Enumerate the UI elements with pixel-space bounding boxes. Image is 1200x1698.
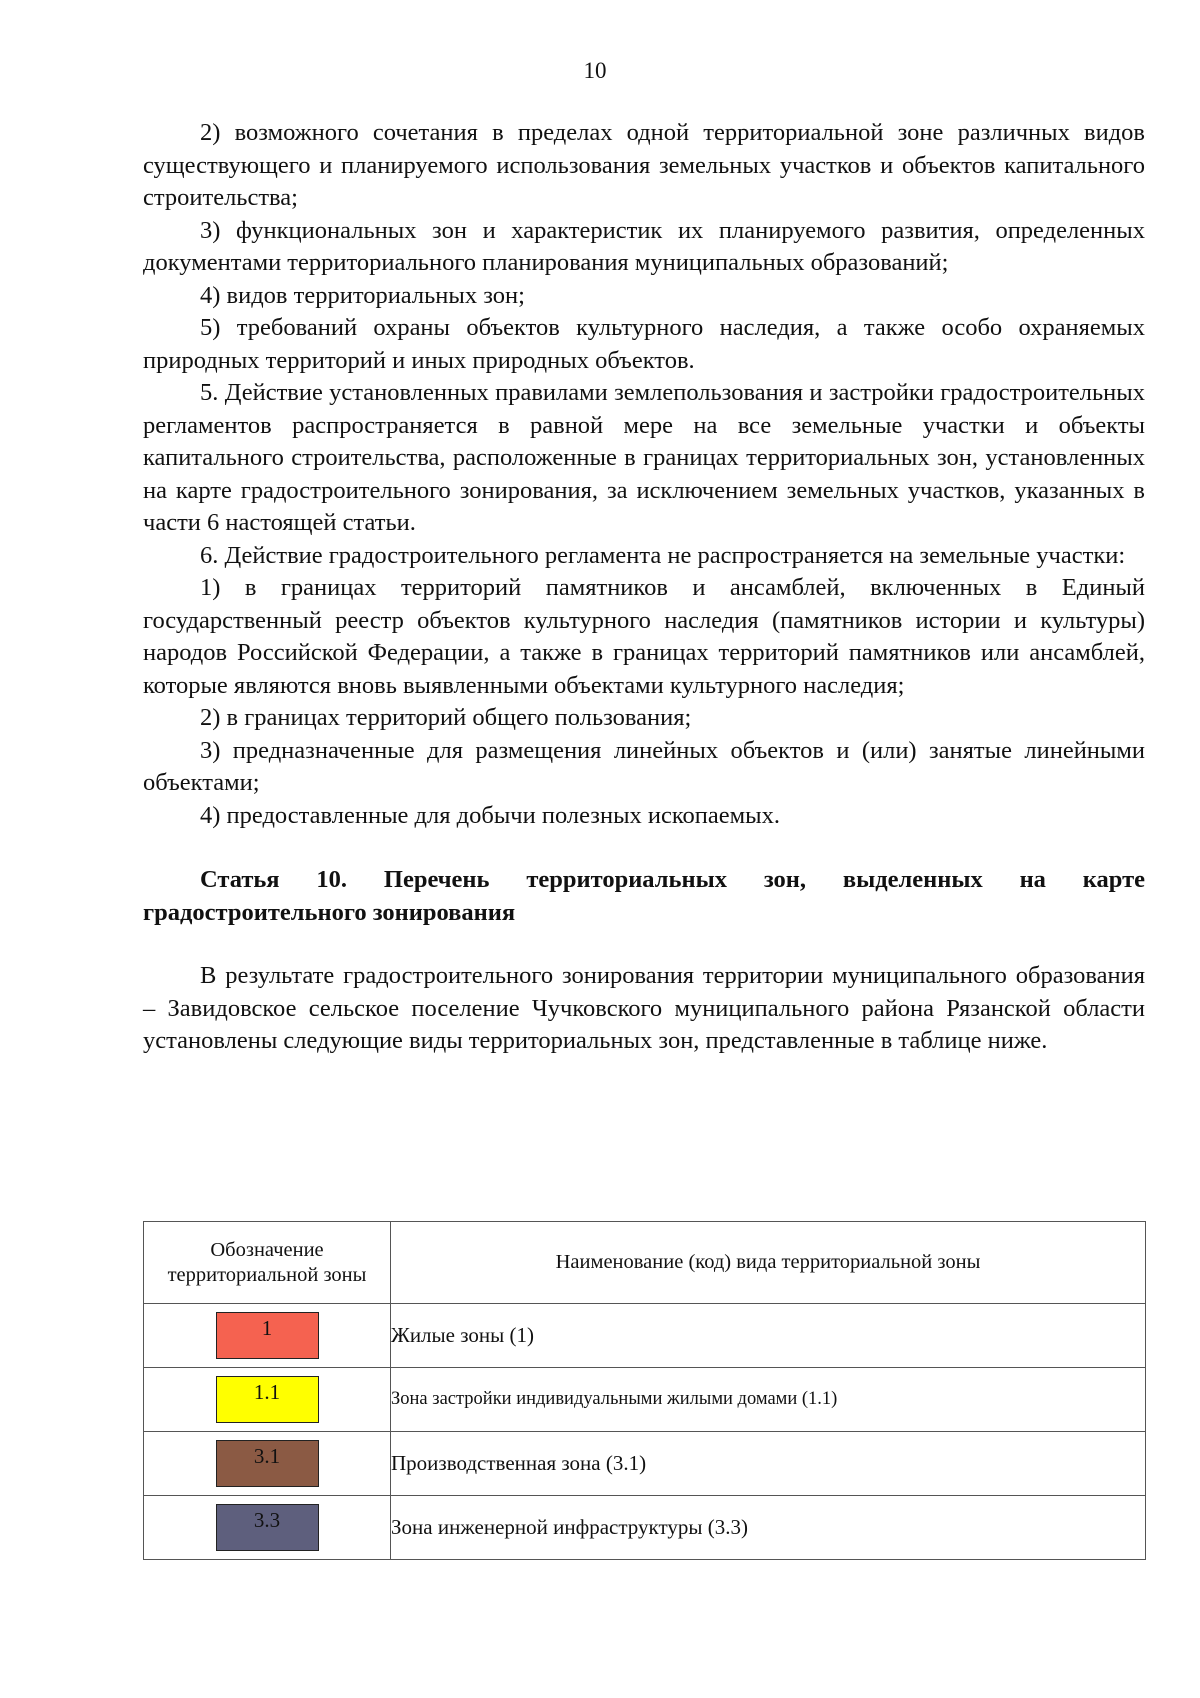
body-text — [143, 117, 1145, 1058]
paragraph: 3) функциональных зон и характеристик их планируемого развития, определенных документами территориального планирования муниципальных образований; — [143, 216, 1145, 276]
page-number: 10 — [583, 58, 607, 83]
intro-paragraph: В результате градостроительного зонирования территории муниципального образования – Завидовское сельское поселение Чучковского муниципального района Рязанской области установлены следующие виды территориальных зон, представленные в таблице ниже. — [143, 962, 1145, 1054]
header-zone-code: Обозначение территориальной зоны — [144, 1222, 391, 1304]
table-header-row — [144, 1222, 1146, 1304]
article-heading: Статья 10. Перечень территориальных зон, выделенных на карте градостроительного зонирования — [143, 866, 1145, 926]
header-zone-name: Наименование (код) вида территориальной зоны — [391, 1222, 1146, 1304]
zone-name-cell: Зона застройки индивидуальными жилыми домами (1.1) — [391, 1368, 1146, 1432]
paragraph: 4) предоставленные для добычи полезных ископаемых. — [200, 801, 780, 829]
zone-code-cell — [144, 1368, 391, 1432]
paragraph: 1) в границах территорий памятников и ансамблей, включенных в Единый государственный реестр объектов культурного наследия (памятников истории и культуры) народов Российской Федерации, а также в границах территорий памятников или ансамблей, которые являются вновь выявленными объектами культурного наследия; — [143, 574, 1145, 699]
paragraph: 2) в границах территорий общего пользования; — [200, 704, 692, 731]
zone-name-cell: Зона инженерной инфраструктуры (3.3) — [391, 1496, 1146, 1560]
paragraph: 3) предназначенные для размещения линейных объектов и (или) занятые линейными объектами; — [143, 736, 1145, 796]
zone-color-swatch: 3.3 — [216, 1504, 319, 1551]
zone-name-cell: Производственная зона (3.1) — [391, 1432, 1146, 1496]
zone-color-swatch: 1 — [216, 1312, 319, 1359]
table-row — [144, 1432, 1146, 1496]
zones-table — [143, 1221, 1146, 1560]
table-row — [144, 1368, 1146, 1432]
paragraph: 6. Действие градостроительного регламента не распространяется на земельные участки: — [200, 541, 1126, 569]
zone-code-cell — [144, 1496, 391, 1560]
paragraph: 5) требований охраны объектов культурного наследия, а также особо охраняемых природных территорий и иных природных объектов. — [143, 314, 1145, 374]
zone-name-cell: Жилые зоны (1) — [391, 1304, 1146, 1368]
table-row — [144, 1496, 1146, 1560]
zone-color-swatch: 1.1 — [216, 1376, 319, 1423]
zone-code-cell — [144, 1304, 391, 1368]
table-row — [144, 1304, 1146, 1368]
paragraph: 2) возможного сочетания в пределах одной территориальной зоне различных видов существующего и планируемого использования земельных участков и объектов капитального строительства; — [143, 119, 1145, 211]
zone-code-cell — [144, 1432, 391, 1496]
paragraph: 5. Действие установленных правилами землепользования и застройки градостроительных регламентов распространяется в равной мере на все земельные участки и объекты капитального строительства, расположенные в границах территориальных зон, установленных на карте градостроительного зонирования, за исключением земельных участков, указанных в части 6 настоящей статьи. — [143, 379, 1145, 536]
paragraph: 4) видов территориальных зон; — [200, 281, 525, 309]
zone-color-swatch: 3.1 — [216, 1440, 319, 1487]
